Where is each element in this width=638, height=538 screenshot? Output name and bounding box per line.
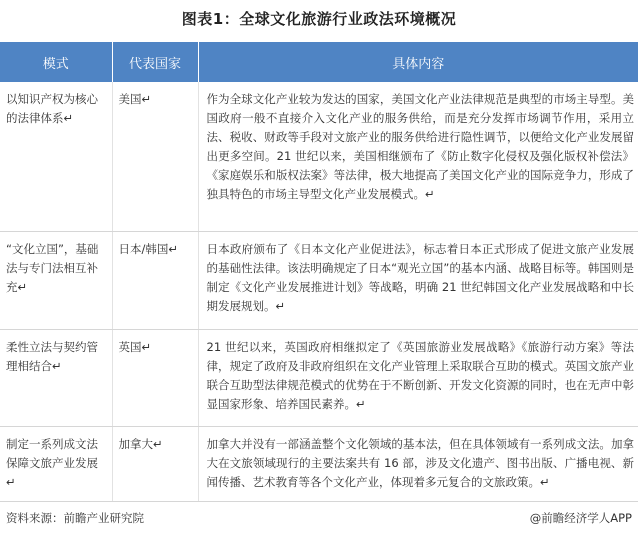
mode-cell: “文化立国”，基础法与专门法相互补充↵ <box>0 232 112 330</box>
brand-credit: @前瞻经济学人APP <box>529 511 632 525</box>
content-cell: 21 世纪以来，英国政府相继拟定了《英国旅游业发展战略》《旅游行动方案》等法律，规定了政府及非政府组织在文化产业管理上采取联合互助的模式。英国文旅产业联合互助型法律规范模式的优势在于不断创新、开发文化资源的同时，也在无声中彰显国家形象、培养国民素养。↵ <box>198 330 638 427</box>
table-row <box>0 232 638 330</box>
table-row <box>0 330 638 427</box>
table-row <box>0 82 638 232</box>
country-cell: 美国↵ <box>112 82 198 232</box>
table-header-row <box>0 42 638 82</box>
country-cell: 日本/韩国↵ <box>112 232 198 330</box>
mode-cell: 柔性立法与契约管理相结合↵ <box>0 330 112 427</box>
country-cell: 加拿大↵ <box>112 427 198 502</box>
policy-table <box>0 42 638 502</box>
page-title: 图表1：全球文化旅游行业政法环境概况 <box>181 10 457 28</box>
mode-cell: 以知识产权为核心的法律体系↵ <box>0 82 112 232</box>
mode-cell: 制定一系列成文法保障文旅产业发展↵ <box>0 427 112 502</box>
country-cell: 英国↵ <box>112 330 198 427</box>
header-country: 代表国家 <box>112 42 198 82</box>
header-mode: 模式 <box>0 42 112 82</box>
table-row <box>0 427 638 502</box>
content-cell: 日本政府颁布了《日本文化产业促进法》，标志着日本正式形成了促进文旅产业发展的基础性法律。该法明确规定了日本“观光立国”的基本内涵、战略目标等。韩国则是制定《文化产业发展推进计划》等战略，明确 21 世纪韩国文化产业发展战略和中长期发展规划。↵ <box>198 232 638 330</box>
content-cell: 作为全球文化产业较为发达的国家，美国文化产业法律规范是典型的市场主导型。美国政府一般不直接介入文化产业的服务供给，而是充分发挥市场调节作用，采用立法、税收、财政等手段对文旅产业的服务供给进行隐性调节，以便给文化产业发展留出更多空间。21 世纪以来，美国相继颁布了《防止数字化侵权及强化版权补偿法》《家庭娱乐和版权法案》等法律，极大地提高了美国文化产业的国际竞争力，形成了独具特色的市场主导型文化产业发展模式。↵ <box>198 82 638 232</box>
source-note: 资料来源：前瞻产业研究院 <box>6 511 144 525</box>
header-content: 具体内容 <box>198 42 638 82</box>
content-cell: 加拿大并没有一部涵盖整个文化领域的基本法，但在具体领域有一系列成文法。加拿大在文旅领域现行的主要法案共有 16 部，涉及文化遗产、图书出版、广播电视、新闻传播、艺术教育等各个文化产业，体现着多元复合的文旅政策。↵ <box>198 427 638 502</box>
